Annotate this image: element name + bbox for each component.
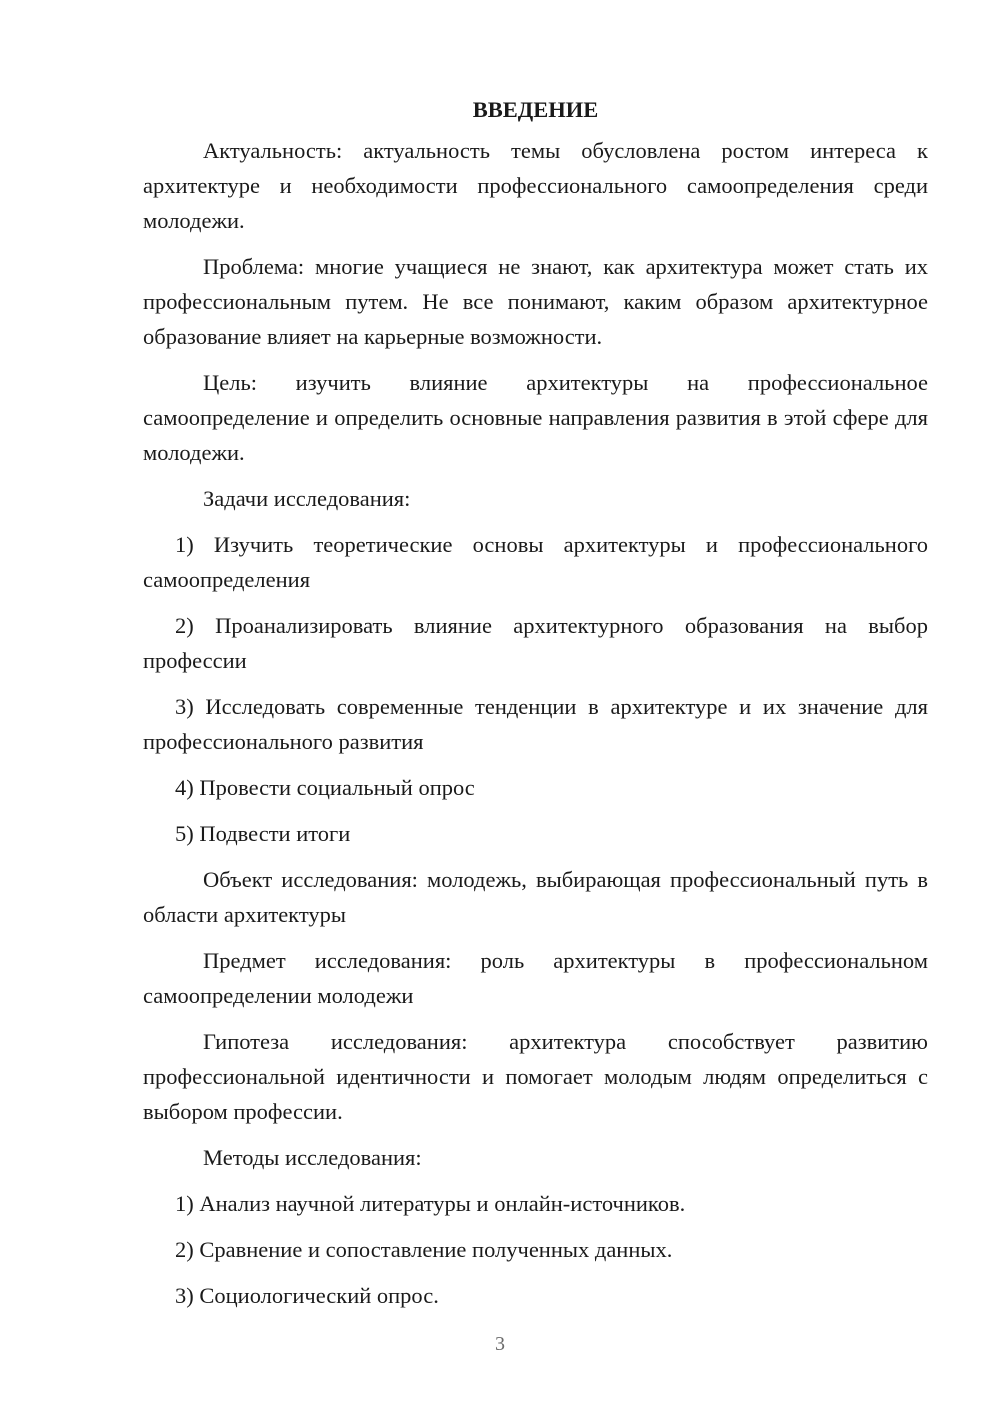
document-page [143,92,928,1324]
task-item: 4) Провести социальный опрос [175,775,475,800]
section-title: ВВЕДЕНИЕ [472,97,599,122]
task-item: 1) Изучить теоретические основы архитектуры и профессионального самоопределения [143,532,928,592]
relevance-paragraph: Актуальность: актуальность темы обусловлена ростом интереса к архитектуре и необходимости профессионального самоопределения среди молодежи. [143,138,928,233]
methods-heading: Методы исследования: [203,1145,422,1170]
method-item: 3) Социологический опрос. [175,1283,439,1308]
method-item: 2) Сравнение и сопоставление полученных данных. [175,1237,673,1262]
object-paragraph: Объект исследования: молодежь, выбирающая профессиональный путь в области архитектуры [143,867,928,927]
task-item: 3) Исследовать современные тенденции в архитектуре и их значение для профессионального развития [143,694,928,754]
page-number: 3 [495,1333,505,1355]
goal-paragraph: Цель: изучить влияние архитектуры на профессиональное самоопределение и определить основные направления развития в этой сфере для молодежи. [143,370,928,465]
hypothesis-paragraph: Гипотеза исследования: архитектура способствует развитию профессиональной идентичности и помогает молодым людям определиться с выбором профессии. [143,1029,928,1124]
method-item: 1) Анализ научной литературы и онлайн-источников. [175,1191,686,1216]
problem-paragraph: Проблема: многие учащиеся не знают, как архитектура может стать их профессиональным путем. Не все понимают, каким образом архитектурное образование влияет на карьерные возможности. [143,254,928,349]
subject-paragraph: Предмет исследования: роль архитектуры в профессиональном самоопределении молодежи [143,948,928,1008]
task-item: 2) Проанализировать влияние архитектурного образования на выбор профессии [143,613,928,673]
task-item: 5) Подвести итоги [175,821,351,846]
tasks-heading: Задачи исследования: [203,486,411,511]
